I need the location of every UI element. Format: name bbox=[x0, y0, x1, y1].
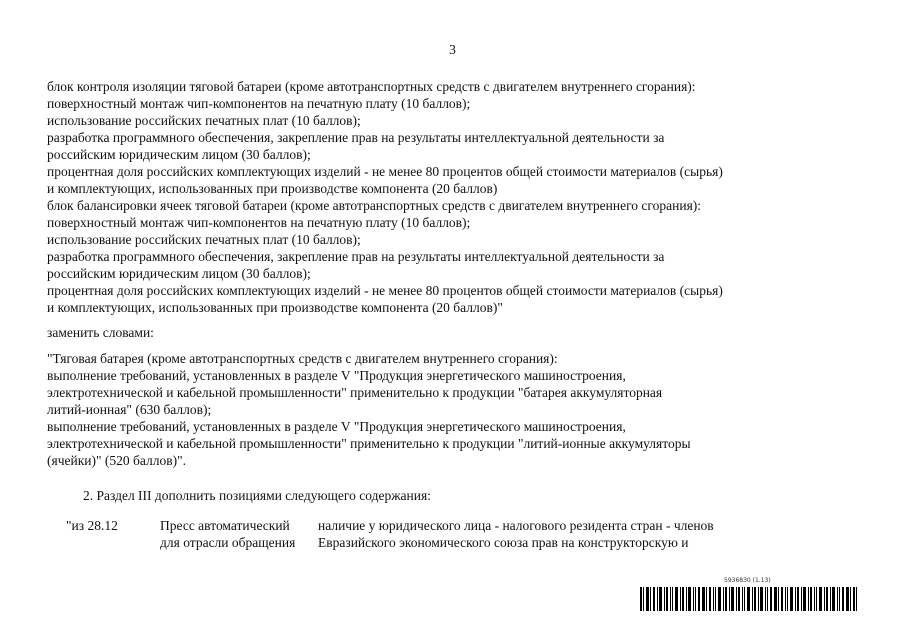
text-line: процентная доля российских комплектующих изделий - не менее 80 процентов общей стоимости материалов (сырья) bbox=[47, 283, 723, 298]
text-line: "Тяговая батарея (кроме автотранспортных средств с двигателем внутреннего сгорания): bbox=[47, 351, 558, 366]
text-line: использование российских печатных плат (10 баллов); bbox=[47, 113, 361, 128]
barcode-icon bbox=[640, 587, 857, 611]
text-line: (ячейки)" (520 баллов)". bbox=[47, 453, 186, 468]
text-line: использование российских печатных плат (10 баллов); bbox=[47, 232, 361, 247]
text-line: поверхностный монтаж чип-компонентов на печатную плату (10 баллов); bbox=[47, 96, 471, 111]
table-code-cell: "из 28.12 bbox=[66, 518, 118, 533]
text-line: процентная доля российских комплектующих изделий - не менее 80 процентов общей стоимости материалов (сырья) bbox=[47, 164, 723, 179]
text-line: российским юридическим лицом (30 баллов); bbox=[47, 266, 311, 281]
table-requirement-cell: наличие у юридического лица - налогового резидента стран - членов bbox=[318, 518, 714, 533]
text-line: электротехнической и кабельной промышленности" применительно к продукции "литий-ионные аккумуляторы bbox=[47, 436, 691, 451]
text-line: выполнение требований, установленных в разделе V "Продукция энергетического машиностроения, bbox=[47, 419, 626, 434]
text-line: и комплектующих, использованных при производстве компонента (20 баллов) bbox=[47, 181, 498, 196]
text-line: поверхностный монтаж чип-компонентов на печатную плату (10 баллов); bbox=[47, 215, 471, 230]
table-requirement-cell: Евразийского экономического союза прав на конструкторскую и bbox=[318, 535, 689, 550]
text-line: блок контроля изоляции тяговой батареи (кроме автотранспортных средств с двигателем внутреннего сгорания): bbox=[47, 79, 696, 94]
text-line: электротехнической и кабельной промышленности" применительно к продукции "батарея аккумуляторная bbox=[47, 385, 663, 400]
text-line: выполнение требований, установленных в разделе V "Продукция энергетического машиностроения, bbox=[47, 368, 626, 383]
text-line: литий-ионная" (630 баллов); bbox=[47, 402, 212, 417]
text-line: заменить словами: bbox=[47, 325, 154, 340]
text-line: разработка программного обеспечения, закрепление прав на результаты интеллектуальной деятельности за bbox=[47, 130, 665, 145]
text-line: разработка программного обеспечения, закрепление прав на результаты интеллектуальной деятельности за bbox=[47, 249, 665, 264]
barcode-caption: 5936830 (1.13) bbox=[724, 577, 771, 584]
page-number: 3 bbox=[449, 42, 456, 57]
text-line: блок балансировки ячеек тяговой батареи (кроме автотранспортных средств с двигателем внутреннего сгорания): bbox=[47, 198, 702, 213]
text-line: российским юридическим лицом (30 баллов); bbox=[47, 147, 311, 162]
table-product-cell: Пресс автоматический bbox=[160, 518, 290, 533]
text-line: и комплектующих, использованных при производстве компонента (20 баллов)" bbox=[47, 300, 503, 315]
table-product-cell: для отрасли обращения bbox=[160, 535, 296, 550]
section-item: 2. Раздел III дополнить позициями следующего содержания: bbox=[83, 488, 431, 503]
